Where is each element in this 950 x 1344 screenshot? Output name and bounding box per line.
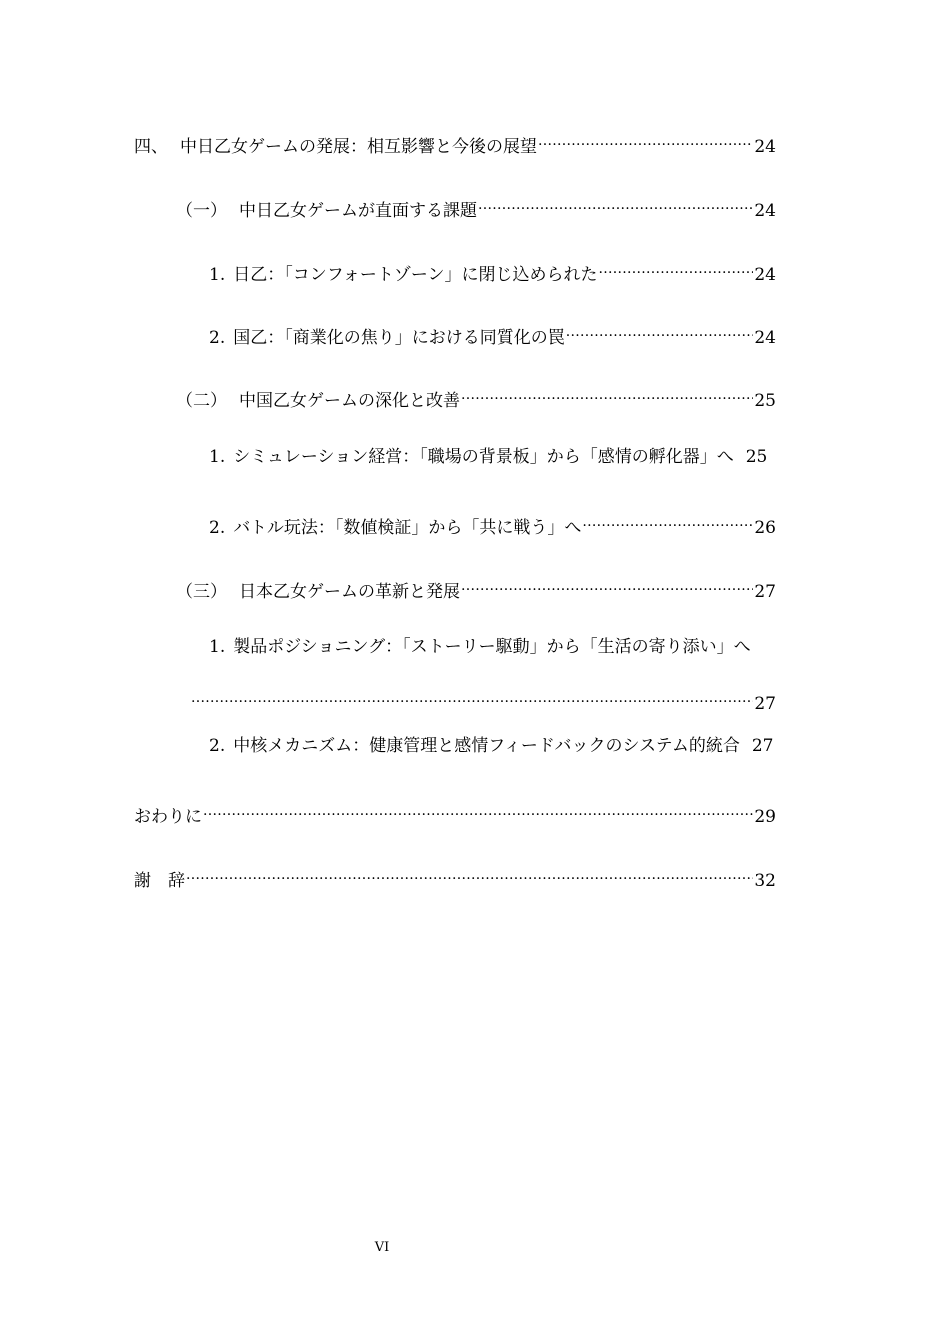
footer-page-number: VI (374, 1240, 390, 1255)
toc-page-number: 24 (754, 265, 776, 285)
toc-entry-title: 日乙：「コンフォートゾーン」に閉じ込められた (233, 265, 598, 285)
toc-dot-leader (538, 126, 753, 152)
toc-entry-number: 1. (209, 265, 226, 285)
toc-dot-leader (478, 190, 753, 216)
toc-entry-number: 1. (209, 637, 226, 657)
toc-entry-title: 謝 辞 (134, 871, 185, 891)
toc-entry-continuation[interactable] (190, 683, 776, 714)
toc-entry-subsection[interactable] (209, 634, 839, 660)
toc-dot-leader (599, 254, 754, 280)
toc-page-number: 26 (754, 518, 776, 538)
toc-page-number: 27 (754, 694, 776, 714)
toc-entry-section[interactable] (176, 190, 776, 221)
toc-entry-title: 国乙：「商業化の焦り」における同質化の罠 (233, 328, 565, 348)
toc-entry-number: 四、 (134, 137, 168, 157)
toc-page-number: 24 (754, 137, 776, 157)
toc-entry-subsection[interactable] (209, 254, 776, 285)
toc-dot-leader (566, 317, 754, 343)
toc-entry-number: （三） (176, 582, 227, 602)
toc-page-number: 32 (754, 871, 776, 891)
toc-entry-title: 中核メカニズム：健康管理と感情フィードバックのシステム的統合 (233, 736, 740, 756)
toc-entry-subsection[interactable] (209, 507, 776, 538)
toc-page-number: 25 (745, 447, 768, 467)
toc-entry-title: 中日乙女ゲームが直面する課題 (239, 201, 477, 221)
toc-page-number: 27 (754, 582, 776, 602)
toc-entry-number: 2. (209, 328, 226, 348)
toc-page-number: 24 (754, 328, 776, 348)
toc-entry-subsection[interactable] (209, 317, 776, 348)
toc-page-number: 29 (754, 807, 776, 827)
toc-entry-number: （一） (176, 201, 227, 221)
toc-dot-leader (191, 683, 753, 709)
toc-entry-subsection[interactable] (209, 444, 839, 470)
toc-dot-leader (203, 796, 753, 822)
toc-entry-section[interactable] (176, 571, 776, 602)
toc-entry-number: 1. (209, 447, 226, 467)
toc-page-number: 27 (751, 736, 774, 756)
toc-entry-number: （二） (176, 391, 227, 411)
toc-entry-title: 製品ポジショニング：「ストーリー駆動」から「生活の寄り添い」へ (233, 637, 751, 657)
toc-entry-title: 中国乙女ゲームの深化と改善 (239, 391, 460, 411)
toc-dot-leader (461, 571, 753, 597)
toc-entry-chapter-4[interactable] (134, 126, 776, 157)
toc-entry-subsection[interactable] (209, 733, 839, 759)
toc-entry-title: 日本乙女ゲームの革新と発展 (239, 582, 460, 602)
toc-dot-leader (582, 507, 753, 533)
toc-dot-leader (186, 860, 753, 886)
toc-entry-number: 2. (209, 736, 226, 756)
toc-dot-leader (461, 380, 753, 406)
toc-page-number: 25 (754, 391, 776, 411)
toc-entry-section[interactable] (176, 380, 776, 411)
toc-entry-conclusion[interactable] (134, 796, 776, 827)
toc-entry-acknowledgements[interactable] (134, 860, 776, 891)
toc-entry-number: 2. (209, 518, 226, 538)
toc-entry-title: おわりに (134, 807, 202, 827)
toc-page-number: 24 (754, 201, 776, 221)
toc-entry-title: シミュレーション経営：「職場の背景板」から「感情の孵化器」へ (233, 447, 734, 467)
toc-entry-title: 中日乙女ゲームの発展：相互影響と今後の展望 (180, 137, 537, 157)
toc-entry-title: バトル玩法：「数値検証」から「共に戦う」へ (233, 518, 582, 538)
